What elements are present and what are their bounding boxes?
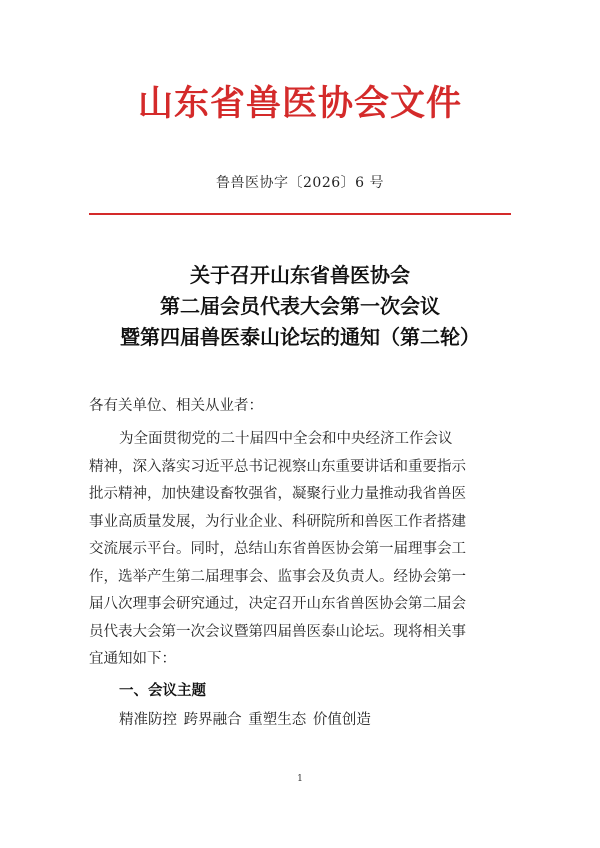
notice-title-line: 关于召开山东省兽医协会 [190, 263, 410, 287]
document-number: 鲁兽医协字〔2026〕6 号 [216, 175, 384, 191]
red-divider-rule [89, 213, 511, 215]
paragraph-line: 届八次理事会研究通过，决定召开山东省兽医协会第二届会 [89, 596, 466, 612]
paragraph-line: 作，选举产生第二届理事会、监事会及负责人。经协会第一 [89, 568, 466, 585]
org-file-title: 山东省兽医协会文件 [137, 83, 462, 124]
notice-title [0, 260, 600, 353]
page-number: 1 [297, 774, 303, 784]
paragraph-line: 交流展示平台。同时，总结山东省兽医协会第一届理事会工 [89, 541, 466, 557]
section-heading: 一、会议主题 [119, 683, 206, 699]
salutation: 各有关单位、相关从业者： [89, 398, 263, 414]
paragraph-line: 批示精神，加快建设畜牧强省，凝聚行业力量推动我省兽医 [89, 486, 466, 502]
paragraph-line: 宜通知如下： [89, 651, 176, 667]
meeting-theme: 精准防控 跨界融合 重塑生态 价值创造 [119, 712, 371, 728]
paragraph-line: 精神，深入落实习近平总书记视察山东重要讲话和重要指示 [89, 458, 466, 475]
paragraph-line: 事业高质量发展，为行业企业、科研院所和兽医工作者搭建 [89, 513, 466, 530]
notice-title-line: 暨第四届兽医泰山论坛的通知（第二轮） [120, 325, 480, 349]
body-paragraph [89, 426, 513, 674]
paragraph-line: 为全面贯彻党的二十届四中全会和中央经济工作会议 [119, 431, 453, 447]
paragraph-line: 员代表大会第一次会议暨第四届兽医泰山论坛。现将相关事 [89, 623, 466, 640]
notice-title-line: 第二届会员代表大会第一次会议 [160, 294, 440, 318]
